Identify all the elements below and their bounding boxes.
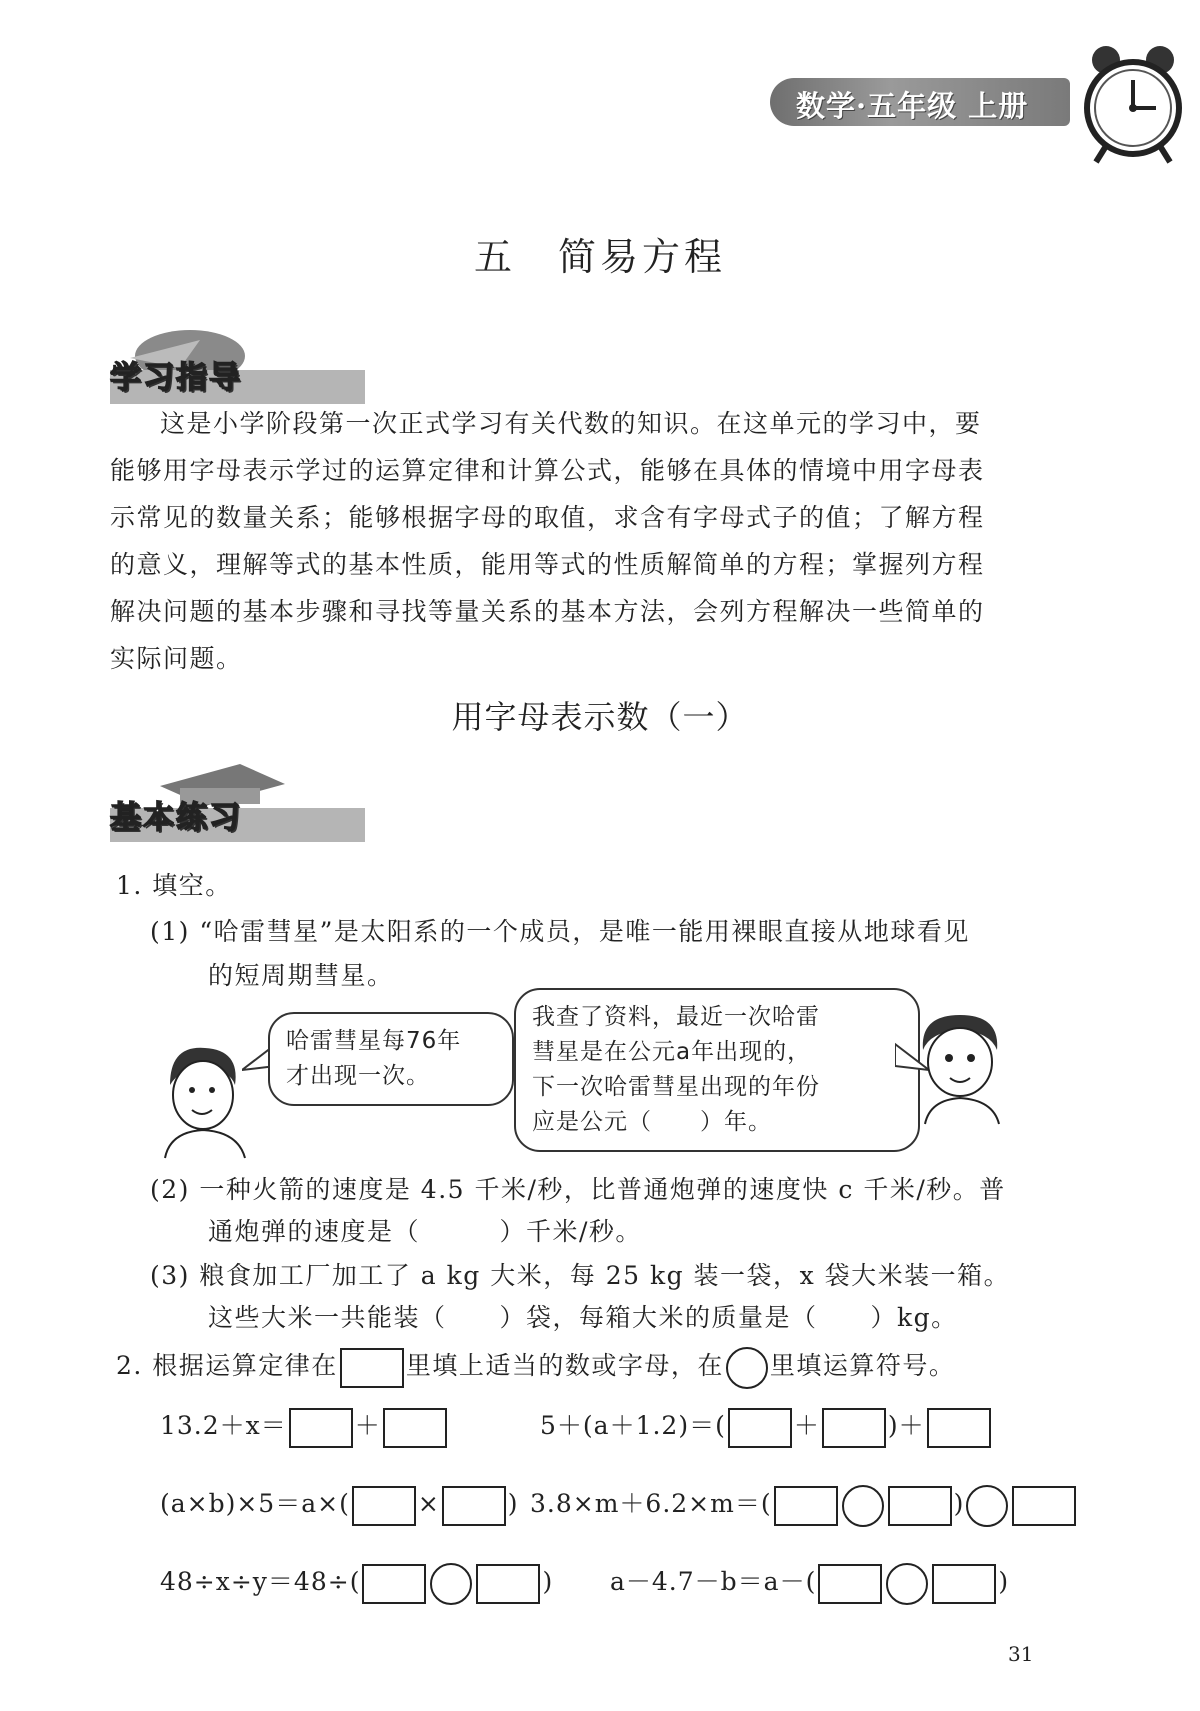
page-number: 31 [1008,1642,1034,1666]
answer-box[interactable] [728,1408,792,1448]
answer-box[interactable] [888,1486,952,1526]
study-guide-banner-label: 学习指导 [110,360,242,396]
answer-box-sample [340,1348,404,1388]
equation-6 [610,1562,1009,1605]
speech-bubble-right-line: 下一次哈雷彗星出现的年份 [532,1074,820,1100]
boy-right-illustration [905,1010,1015,1125]
q1-part1-line1: (1) “哈雷彗星”是太阳系的一个成员，是唯一能用裸眼直接从地球看见 [150,917,970,946]
equation-5 [160,1562,553,1605]
equation-3 [160,1484,519,1526]
answer-box[interactable] [818,1564,882,1604]
operator-circle[interactable] [430,1563,472,1605]
operator-circle-sample [726,1347,768,1389]
equation-2 [540,1406,993,1448]
equation-4-rhs: ) [953,1489,965,1518]
answer-box[interactable] [383,1408,447,1448]
section-title: 用字母表示数（一） [451,698,749,736]
q2-intro-c: 里填运算符号。 [769,1351,956,1380]
speech-bubble-right [514,988,920,1152]
q1-part1-line2: 的短周期彗星。 [208,961,394,990]
speech-bubble-left [268,1012,514,1106]
study-guide-line: 解决问题的基本步骤和寻找等量关系的基本方法，会列方程解决一些简单的 [110,597,985,626]
header-badge-text: 数学·五年级 上册 [796,89,1029,123]
answer-box[interactable] [476,1564,540,1604]
q1-part2-line2: 通炮弹的速度是（ ）千米/秒。 [208,1217,642,1246]
chapter-title: 五 简易方程 [473,235,726,279]
speech-bubble-right-line: 应是公元（ ）年。 [532,1109,772,1135]
speech-bubble-right-line: 我查了资料，最近一次哈雷 [532,1004,820,1030]
study-guide-line: 的意义，理解等式的基本性质，能用等式的性质解简单的方程；掌握列方程 [110,550,985,579]
equation-2-mid: )＋ [887,1411,925,1440]
operator-circle[interactable] [966,1485,1008,1527]
study-guide-line: 实际问题。 [110,644,243,673]
operator-circle[interactable] [842,1485,884,1527]
q1-part3-line1: (3) 粮食加工厂加工了 a kg 大米，每 25 kg 装一袋，x 袋大米装一箱。 [150,1261,1011,1290]
q2-instruction [116,1346,955,1389]
answer-box[interactable] [822,1408,886,1448]
speech-bubble-right-line: 彗星是在公元a年出现的， [532,1039,812,1065]
equation-3-rhs: ) [507,1489,519,1518]
answer-box[interactable] [442,1486,506,1526]
q2-intro-b: 里填上适当的数或字母，在 [405,1351,724,1380]
equation-4 [530,1484,1078,1527]
equation-6-rhs: ) [998,1567,1010,1596]
study-guide-line: 能够用字母表示学过的运算定律和计算公式，能够在具体的情境中用字母表 [110,456,985,485]
q1-part3-line2: 这些大米一共能装（ ）袋，每箱大米的质量是（ ）kg。 [208,1303,958,1332]
equation-operator: ＋ [793,1411,820,1440]
answer-box[interactable] [1012,1486,1076,1526]
equation-operator: ＋ [354,1411,381,1440]
operator-circle[interactable] [886,1563,928,1605]
equation-1 [160,1406,449,1448]
equation-operator: × [417,1489,440,1518]
basic-practice-banner-label: 基本练习 [110,800,242,836]
equation-3-lhs: (a×b)×5＝a×( [160,1489,350,1518]
equation-2-lhs: 5＋(a＋1.2)＝( [540,1411,726,1440]
equation-5-lhs: 48÷x÷y＝48÷( [160,1567,361,1596]
equation-4-lhs: 3.8×m＋6.2×m＝( [530,1489,772,1518]
q1-title: 1. 填空。 [116,871,232,900]
answer-box[interactable] [362,1564,426,1604]
answer-box[interactable] [289,1408,353,1448]
q2-intro-a: 2. 根据运算定律在 [116,1351,338,1380]
answer-box[interactable] [932,1564,996,1604]
speech-bubble-left-line: 才出现一次。 [286,1063,430,1089]
answer-box[interactable] [927,1408,991,1448]
study-guide-line: 示常见的数量关系；能够根据字母的取值，求含有字母式子的值；了解方程 [110,503,985,532]
answer-box[interactable] [352,1486,416,1526]
equation-5-rhs: ) [542,1567,554,1596]
study-guide-line: 这是小学阶段第一次正式学习有关代数的知识。在这单元的学习中，要 [160,409,982,438]
speech-bubble-left-line: 哈雷彗星每76年 [286,1028,462,1054]
alarm-clock-icon [1078,38,1188,168]
equation-6-lhs: a－4.7－b＝a－( [610,1567,817,1596]
q1-part2-line1: (2) 一种火箭的速度是 4.5 千米/秒，比普通炮弹的速度快 c 千米/秒。普 [150,1175,1006,1204]
answer-box[interactable] [774,1486,838,1526]
equation-1-lhs: 13.2＋x＝ [160,1411,287,1440]
study-guide-paragraph [110,400,1070,682]
